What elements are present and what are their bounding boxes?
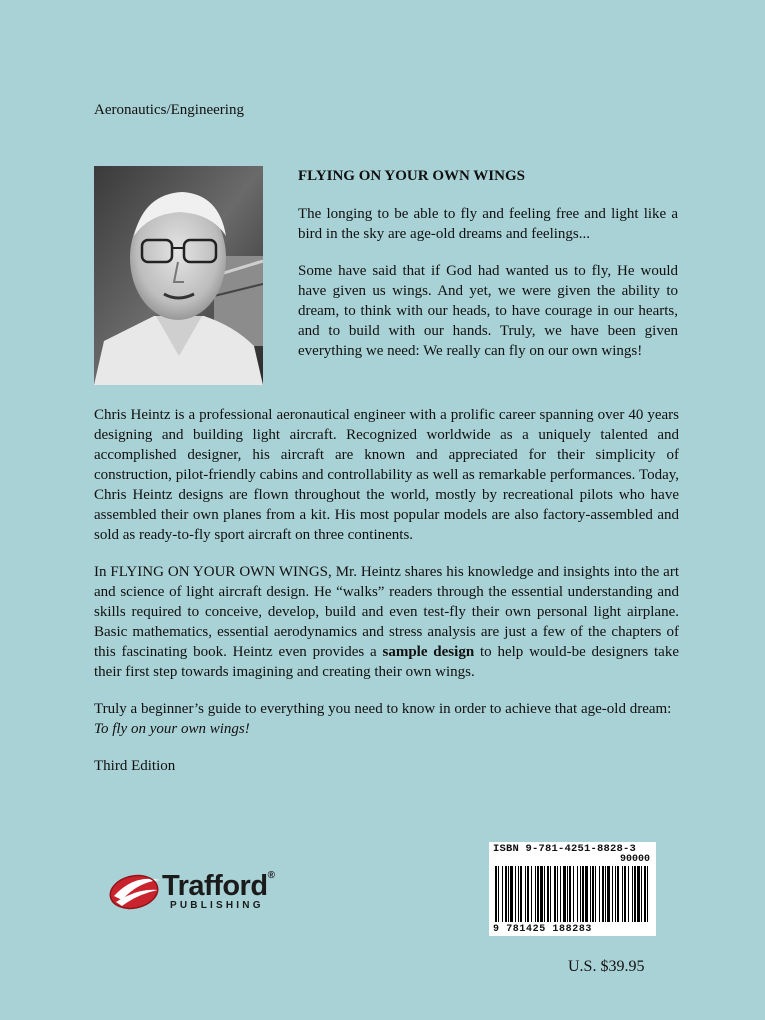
- barcode-bar: [573, 866, 574, 922]
- barcode-bar: [585, 866, 588, 922]
- barcode-bar: [535, 866, 536, 922]
- barcode-bar: [515, 866, 516, 922]
- category-label: Aeronautics/Engineering: [94, 102, 244, 118]
- author-portrait-image: [94, 166, 263, 385]
- barcode-bar: [547, 866, 549, 922]
- main-text: [94, 405, 679, 793]
- barcode-bar: [582, 866, 584, 922]
- barcode-bar: [520, 866, 522, 922]
- barcode-bar: [554, 866, 556, 922]
- barcode-bar: [622, 866, 623, 922]
- barcode-bar: [550, 866, 551, 922]
- barcode-bar: [595, 866, 596, 922]
- barcode-bar: [605, 866, 606, 922]
- publisher-name: [162, 870, 274, 903]
- publisher-name-text: Trafford: [162, 870, 268, 902]
- publisher-subtitle: PUBLISHING: [170, 900, 264, 911]
- barcode-bar: [498, 866, 499, 922]
- summary-bold: sample design: [382, 644, 475, 660]
- edition-label: Third Edition: [94, 758, 176, 774]
- barcode-bar: [510, 866, 513, 922]
- barcode-bar: [502, 866, 503, 922]
- barcode-bar: [560, 866, 561, 922]
- barcode-digits: 9 781425 188283: [493, 924, 593, 935]
- isbn-number: ISBN 9-781-4251-8828-3: [493, 843, 637, 855]
- publisher-logo: [108, 866, 298, 914]
- barcode-bar: [624, 866, 626, 922]
- closing-paragraph: [94, 699, 679, 739]
- registered-mark: ®: [267, 870, 275, 881]
- barcode-bar: [577, 866, 578, 922]
- closing-italic: To fly on your own wings!: [94, 721, 250, 737]
- barcode-bar: [508, 866, 509, 922]
- barcode-bar: [637, 866, 640, 922]
- barcode-bar: [531, 866, 532, 922]
- book-summary: [94, 562, 679, 682]
- summary-text-2: to help would-be designers take their first step towards imagining and creating their own wings.: [94, 644, 679, 680]
- barcode-bar: [569, 866, 571, 922]
- summary-text-1: In FLYING ON YOUR OWN WINGS, Mr. Heintz shares his knowledge and insights into the art and science of light aircraft design. He “walks” readers through the essential understanding and skills required to conceive, develop, build and even test-fly their own personal light airplane. Basic mathematics, essential aerodynamics and stress analysis are just a few of the chapters of this fascinating book. Heintz even provides a: [94, 564, 679, 660]
- barcode-bar: [612, 866, 613, 922]
- isbn-barcode: [489, 842, 656, 936]
- barcode-bar: [544, 866, 545, 922]
- author-photo: [94, 166, 263, 385]
- author-bio: Chris Heintz is a professional aeronautical engineer with a prolific career spanning over 40 years designing and building light aircraft. Recognized worldwide as a uniquely talented and accomplished designer, his aircraft are known and appreciated for their simplicity of construction, pilot-friendly cabins and controllability as well as remarkable performances. Today, Chris Heintz designs are flown throughout the world, mostly by recreational pilots who have assembled their own planes from a kit. His most popular models are also factory-assembled and sold as ready-to-fly sport aircraft on three continents.: [94, 407, 679, 543]
- intro-paragraph-1: The longing to be able to fly and feeling free and light like a bird in the sky are age-old dreams and feelings...: [298, 206, 678, 242]
- barcode-bar: [495, 866, 497, 922]
- intro-section: [298, 166, 678, 378]
- barcode-bar: [525, 866, 526, 922]
- price-label: U.S. $39.95: [568, 958, 645, 975]
- barcode-bar: [580, 866, 581, 922]
- barcode-bar: [641, 866, 642, 922]
- barcode-bar: [563, 866, 566, 922]
- barcode-bar: [634, 866, 636, 922]
- barcode-bar: [527, 866, 529, 922]
- barcode-bar: [518, 866, 519, 922]
- barcode-bar: [602, 866, 604, 922]
- barcode-bar: [632, 866, 633, 922]
- trafford-swoosh-icon: [108, 868, 164, 912]
- barcode-bar: [617, 866, 619, 922]
- barcode-bar: [592, 866, 594, 922]
- barcode-bar: [599, 866, 600, 922]
- barcode-bar: [540, 866, 543, 922]
- barcode-bar: [537, 866, 539, 922]
- intro-paragraph-2: Some have said that if God had wanted us to fly, He would have given us wings. And yet, we were given the ability to dream, to think with our heads, to have courage in our hearts, and to build with our hands. Truly, we have been given everything we need: We really can fly on our own wings!: [298, 263, 678, 359]
- price-code: 90000: [619, 854, 650, 865]
- barcode-bar: [557, 866, 558, 922]
- barcode-bar: [615, 866, 616, 922]
- barcode-bar: [567, 866, 568, 922]
- barcode-bar: [607, 866, 610, 922]
- barcode-bars: [495, 866, 651, 922]
- barcode-bar: [628, 866, 629, 922]
- closing-line: Truly a beginner’s guide to everything you need to know in order to achieve that age-old dream:: [94, 701, 672, 717]
- barcode-bar: [644, 866, 646, 922]
- barcode-bar: [647, 866, 648, 922]
- barcode-bar: [505, 866, 507, 922]
- book-title: FLYING ON YOUR OWN WINGS: [298, 168, 525, 184]
- barcode-bar: [590, 866, 591, 922]
